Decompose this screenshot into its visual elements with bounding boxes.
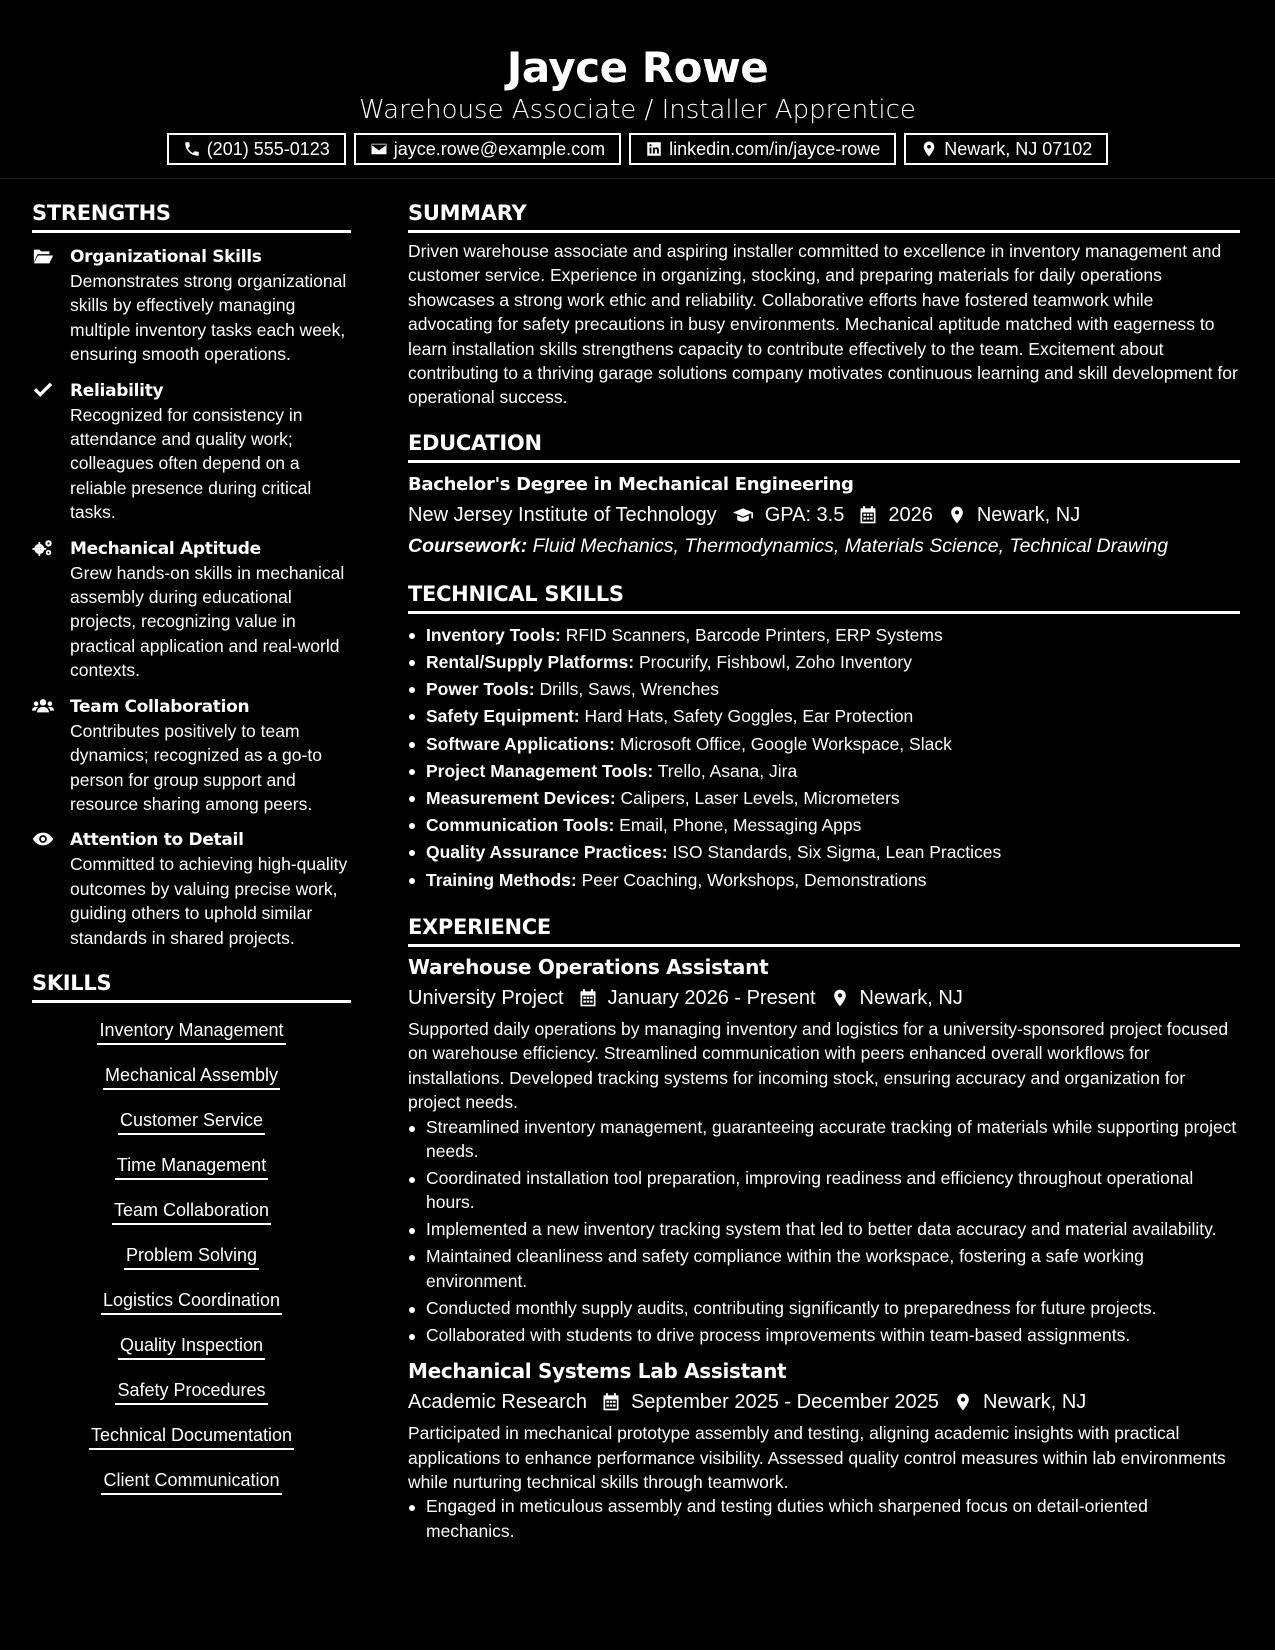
technical-skills-heading: TECHNICAL SKILLS [408, 579, 1240, 614]
tech-skill-value: ISO Standards, Six Sigma, Lean Practices [672, 842, 1002, 863]
tech-skill-label: Quality Assurance Practices: [426, 842, 668, 863]
strength-item [32, 379, 351, 525]
job-entry [408, 1357, 1240, 1543]
list-item [408, 649, 1240, 676]
phone-text: (201) 555-0123 [206, 138, 330, 159]
strength-text: Demonstrates strong organizational skills by effectively managing multiple inventory tasks each week, ensuring smooth operations. [70, 271, 347, 365]
job-title: Mechanical Systems Lab Assistant [408, 1359, 787, 1384]
tech-skill-value: Email, Phone, Messaging Apps [619, 815, 862, 836]
tech-skill-label: Power Tools: [426, 679, 535, 700]
list-item [408, 622, 1240, 649]
skill-tag: Logistics Coordination [101, 1287, 282, 1315]
list-item: Engaged in meticulous assembly and testing duties which sharpened focus on detail-oriented mechanics. [408, 1494, 1240, 1543]
strength-item [32, 537, 351, 683]
job-location: Newark, NJ [982, 1391, 1087, 1414]
tech-skill-value: RFID Scanners, Barcode Printers, ERP Systems [565, 624, 943, 645]
list-item: Collaborated with students to drive process improvements within team-based assignments. [408, 1323, 1240, 1347]
job-location: Newark, NJ [859, 986, 963, 1009]
tech-skill-label: Safety Equipment: [426, 706, 580, 727]
skill-tag: Inventory Management [97, 1017, 285, 1045]
skill-tag: Mechanical Assembly [103, 1062, 280, 1090]
tech-skill-value: Hard Hats, Safety Goggles, Ear Protection [584, 706, 914, 727]
graduation-cap-icon [731, 505, 755, 525]
strength-text: Grew hands-on skills in mechanical assembly during educational projects, recognizing value in practical application and real-world contexts. [70, 562, 345, 681]
technical-skills-list [408, 622, 1240, 894]
coursework-list: Fluid Mechanics, Thermodynamics, Materials Science, Technical Drawing [532, 534, 1169, 557]
candidate-title: Warehouse Associate / Installer Apprentice [359, 95, 916, 125]
job-bullets [408, 1115, 1240, 1348]
contact-phone[interactable] [167, 133, 346, 165]
strength-item [32, 245, 351, 367]
education-meta [408, 500, 1240, 530]
skill-tag: Technical Documentation [89, 1422, 294, 1450]
map-marker-icon [953, 1392, 973, 1412]
phone-icon [183, 140, 201, 158]
email-text: jayce.rowe@example.com [393, 138, 606, 159]
gpa: GPA: 3.5 [764, 503, 845, 526]
eye-icon [32, 829, 54, 849]
strengths-list [32, 245, 351, 950]
contact-linkedin[interactable] [629, 133, 896, 165]
tech-skill-label: Training Methods: [426, 869, 577, 890]
job-description: Participated in mechanical prototype assembly and testing, aligning academic insights with practical applications to enhance performance visibility. Assessed quality control measures within lab environments while nurturing technical skills through teamwork. [408, 1423, 1226, 1492]
list-item [408, 731, 1240, 758]
list-item: Implemented a new inventory tracking system that led to better data accuracy and material availability. [408, 1217, 1240, 1241]
job-meta [408, 983, 1240, 1013]
tech-skill-label: Software Applications: [426, 733, 615, 754]
strength-item [32, 828, 351, 950]
list-item: Streamlined inventory management, guaranteeing accurate tracking of materials while supporting project needs. [408, 1115, 1240, 1164]
skill-tag: Client Communication [101, 1467, 281, 1495]
contact-bar [0, 133, 1275, 165]
tech-skill-label: Communication Tools: [426, 815, 615, 836]
gears-icon [32, 538, 54, 558]
envelope-icon [370, 140, 388, 158]
check-icon [32, 380, 54, 400]
strength-text: Committed to achieving high-quality outcomes by valuing precise work, guiding others to uphold similar standards in shared projects. [70, 854, 348, 948]
tech-skill-value: Peer Coaching, Workshops, Demonstrations [581, 869, 927, 890]
coursework-label: Coursework: [408, 534, 528, 557]
summary-text: Driven warehouse associate and aspiring installer committed to excellence in inventory management and customer service. Experience in organizing, stocking, and preparing materials for daily operations showcases a strong work ethic and reliability. Collaborative efforts have fostered teamwork while advocating for safety precautions in busy environments. Mechanical aptitude matched with eagerness to learn installation skills strengthens capacity to contribute effectively to the team. Excitement about contributing to a thriving garage solutions company motivates continuous learning and skill development for operational success. [408, 241, 1238, 408]
contact-email[interactable] [354, 133, 621, 165]
tech-skill-value: Microsoft Office, Google Workspace, Slack [619, 733, 952, 754]
resume-header [0, 0, 1275, 179]
location-text: Newark, NJ 07102 [944, 138, 1093, 159]
folder-open-icon [32, 246, 54, 266]
calendar-icon [601, 1392, 621, 1412]
strengths-heading: STRENGTHS [32, 198, 351, 233]
calendar-icon [858, 505, 878, 525]
summary-heading: SUMMARY [408, 198, 1240, 233]
job-bullets [408, 1494, 1240, 1543]
contact-location [904, 133, 1108, 165]
strength-heading: Reliability [70, 380, 164, 401]
tech-skill-value: Procurify, Fishbowl, Zoho Inventory [638, 652, 912, 673]
skill-tag: Problem Solving [124, 1242, 259, 1270]
school-location: Newark, NJ [976, 503, 1081, 526]
strength-text: Contributes positively to team dynamics; recognized as a go-to person for group support and resource sharing among peers. [70, 720, 322, 814]
job-dates: September 2025 - December 2025 [630, 1391, 939, 1414]
list-item [408, 758, 1240, 785]
tech-skill-label: Inventory Tools: [426, 624, 561, 645]
strength-text: Recognized for consistency in attendance and quality work; colleagues often depend on a reliable presence during critical tasks. [70, 404, 312, 523]
map-marker-icon [947, 505, 967, 525]
skills-heading: SKILLS [32, 968, 351, 1003]
skills-list [32, 1017, 351, 1512]
list-item: Conducted monthly supply audits, contributing significantly to preparedness for future projects. [408, 1296, 1240, 1320]
list-item [408, 867, 1240, 894]
strength-heading: Organizational Skills [70, 247, 262, 267]
strength-heading: Mechanical Aptitude [70, 538, 261, 559]
list-item [408, 839, 1240, 866]
users-icon [32, 696, 54, 716]
job-meta [408, 1387, 1240, 1417]
list-item: Maintained cleanliness and safety compliance within the workspace, fostering a safe working environment. [408, 1244, 1240, 1293]
list-item: Coordinated installation tool preparation, improving readiness and efficiency throughout operational hours. [408, 1166, 1240, 1215]
job-org: University Project [408, 986, 564, 1009]
calendar-icon [578, 988, 598, 1008]
strength-item [32, 695, 351, 817]
skill-tag: Customer Service [118, 1107, 265, 1135]
tech-skill-value: Drills, Saws, Wrenches [539, 679, 720, 700]
list-item [408, 676, 1240, 703]
tech-skill-label: Measurement Devices: [426, 788, 616, 809]
skill-tag: Time Management [115, 1152, 268, 1180]
job-org: Academic Research [408, 1391, 587, 1414]
map-marker-icon [920, 140, 938, 158]
tech-skill-label: Rental/Supply Platforms: [426, 652, 635, 673]
map-marker-icon [830, 988, 850, 1008]
right-column [408, 198, 1240, 1546]
job-dates: January 2026 - Present [607, 986, 816, 1009]
linkedin-text: linkedin.com/in/jayce-rowe [669, 138, 881, 159]
graduation-year: 2026 [888, 503, 933, 526]
strength-heading: Team Collaboration [70, 696, 250, 717]
list-item [408, 703, 1240, 730]
job-description: Supported daily operations by managing inventory and logistics for a university-sponsored project focused on warehouse efficiency. Streamlined communication with peers enhanced overall workflows for installations. Developed tracking systems for incoming stock, ensuring accuracy and organization for project needs. [408, 1018, 1229, 1113]
tech-skill-label: Project Management Tools: [426, 760, 654, 781]
candidate-name: Jayce Rowe [506, 43, 769, 92]
tech-skill-value: Trello, Asana, Jira [657, 760, 798, 781]
left-column [32, 198, 351, 1512]
job-title: Warehouse Operations Assistant [408, 954, 769, 979]
strength-heading: Attention to Detail [70, 830, 244, 851]
linkedin-icon [645, 140, 663, 158]
skill-tag: Quality Inspection [118, 1332, 265, 1360]
list-item [408, 812, 1240, 839]
school-name: New Jersey Institute of Technology [408, 503, 717, 526]
job-entry [408, 953, 1240, 1347]
skill-tag: Safety Procedures [115, 1377, 267, 1405]
experience-heading: EXPERIENCE [408, 912, 1240, 947]
education-heading: EDUCATION [408, 428, 1240, 463]
degree-name: Bachelor's Degree in Mechanical Engineering [408, 473, 854, 495]
tech-skill-value: Calipers, Laser Levels, Micrometers [620, 788, 900, 809]
skill-tag: Team Collaboration [112, 1197, 271, 1225]
coursework [408, 531, 1240, 561]
list-item [408, 785, 1240, 812]
